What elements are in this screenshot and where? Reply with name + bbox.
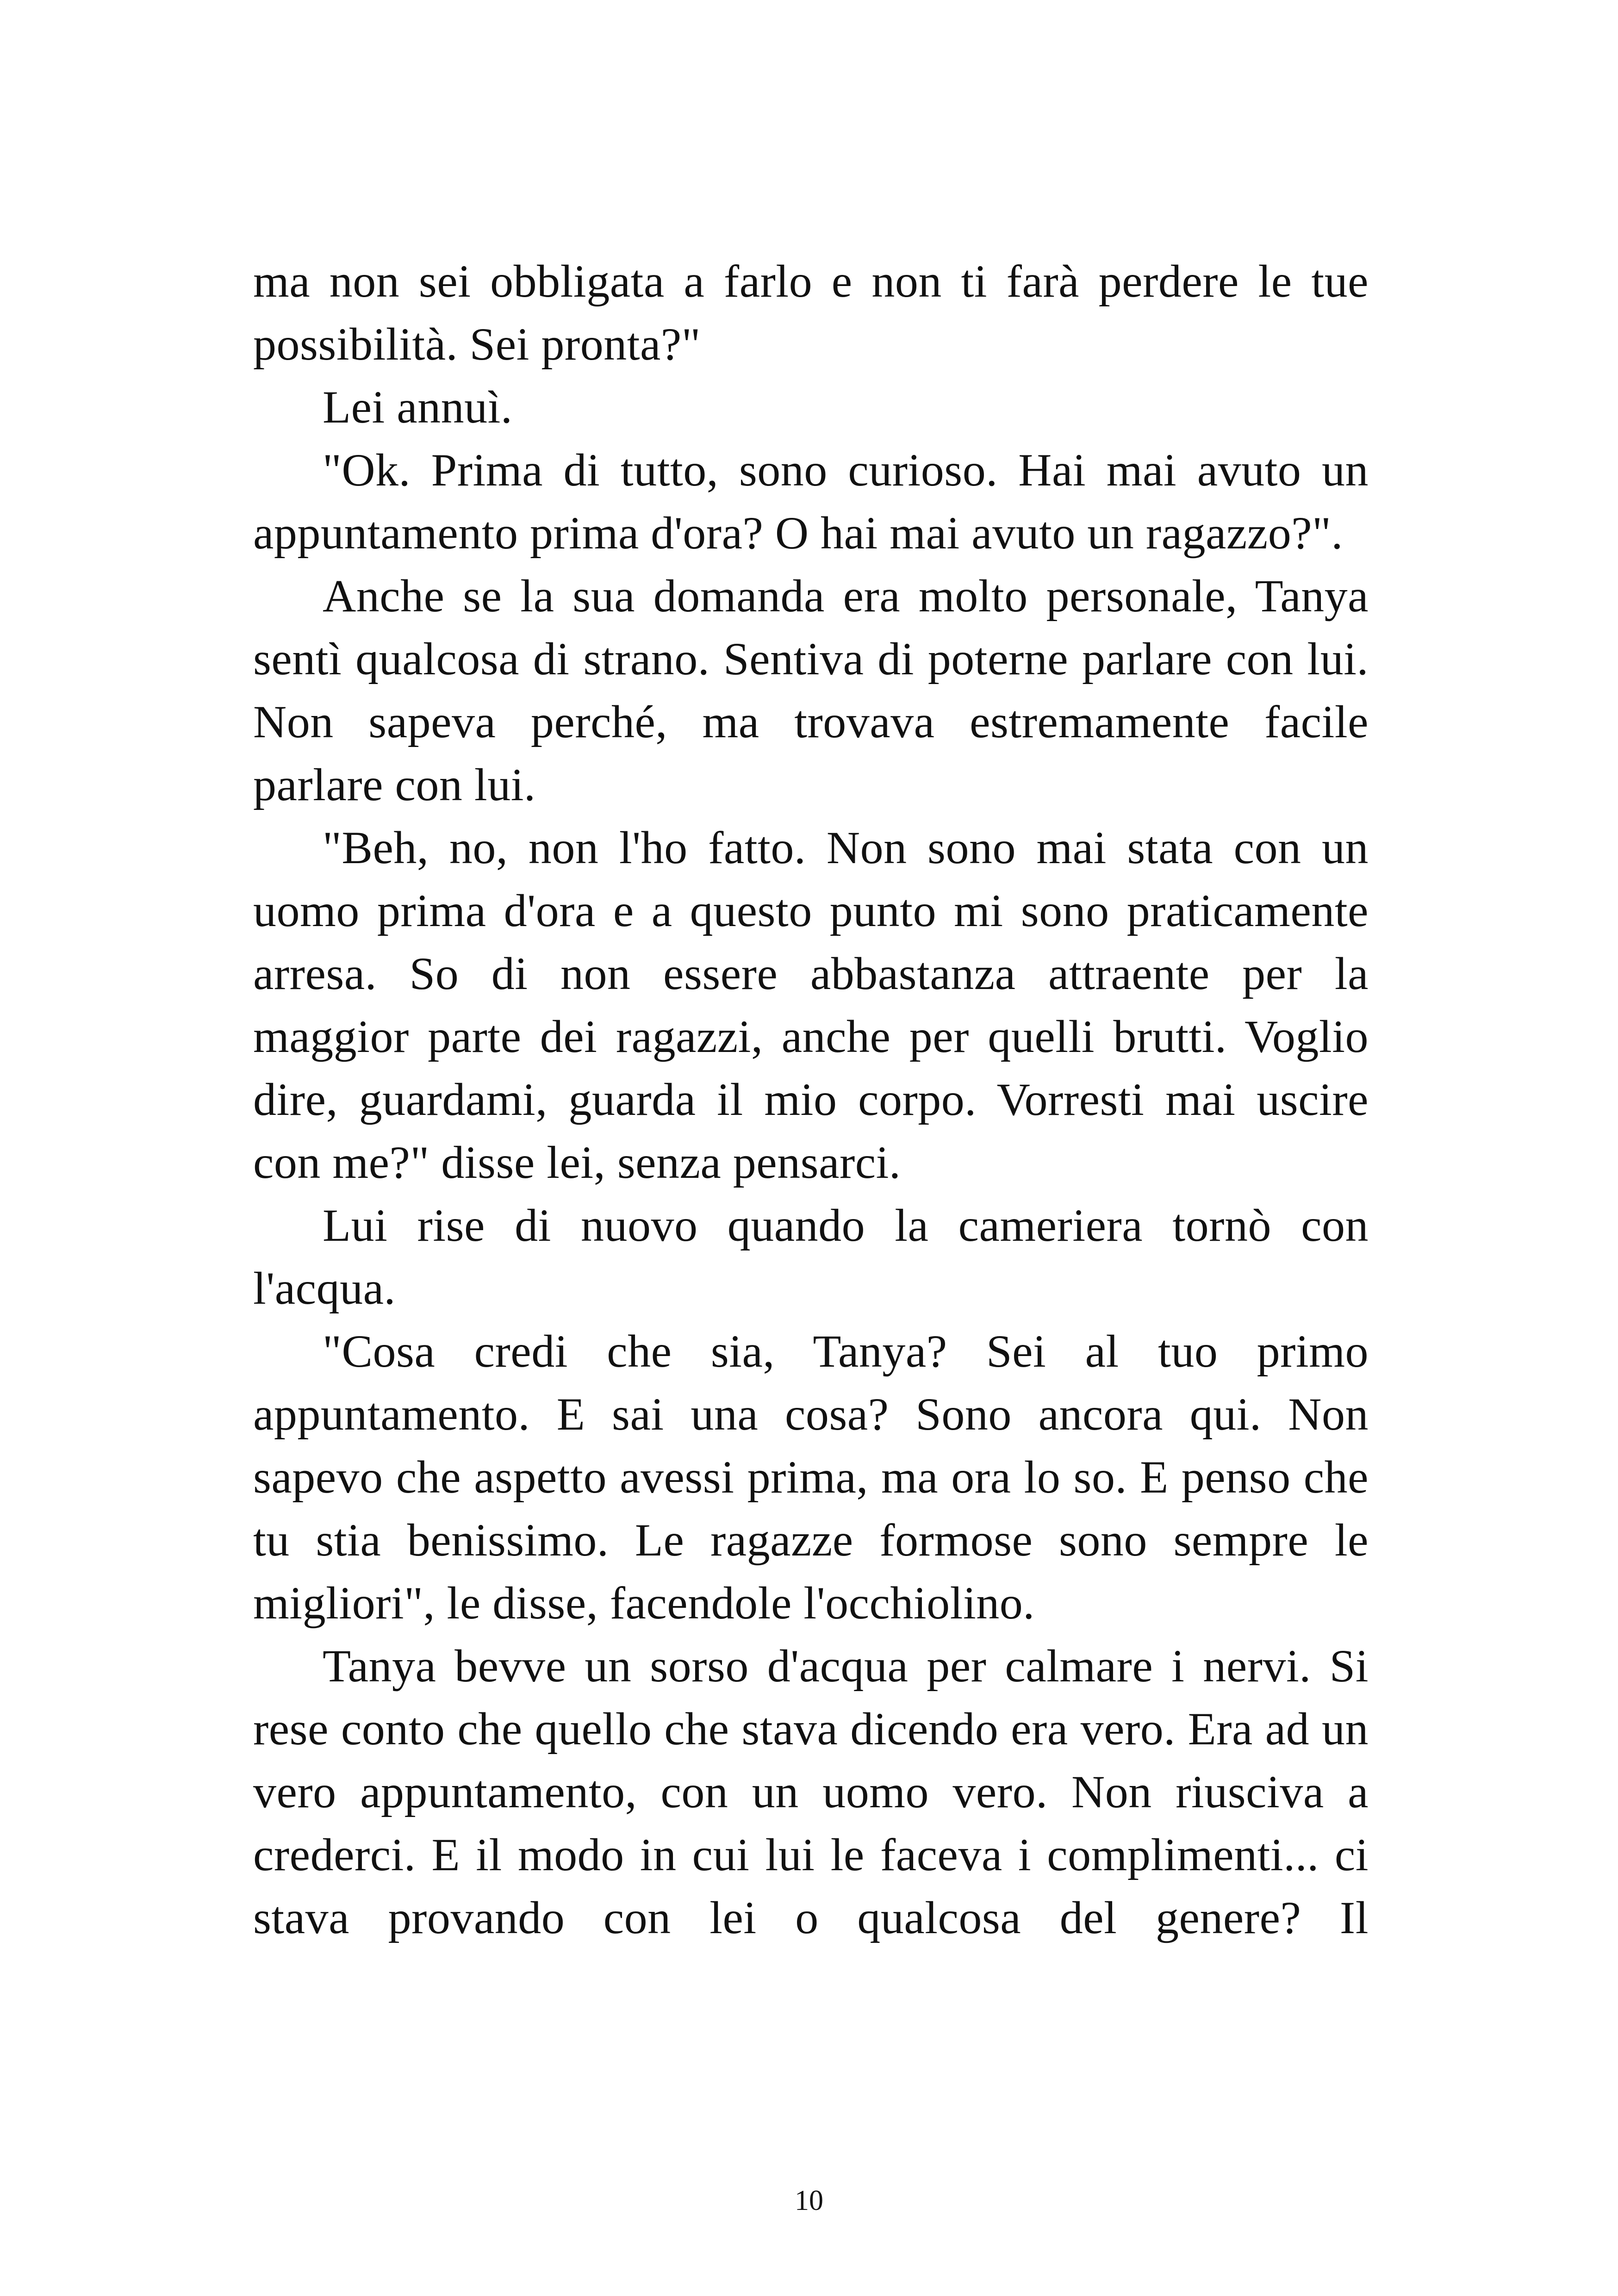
- paragraph: Anche se la sua domanda era molto personale, Tanya sentì qualcosa di strano. Sentiva di poterne parlare con lui. Non sapeva perché, ma trovava estremamente facile parlare con lui.: [253, 570, 1369, 810]
- paragraph: "Ok. Prima di tutto, sono curioso. Hai mai avuto un appuntamento prima d'ora? O hai mai avuto un ragazzo?".: [253, 444, 1369, 559]
- paragraph: Lei annuì.: [323, 381, 513, 433]
- paragraph: Tanya bevve un sorso d'acqua per calmare i nervi. Si rese conto che quello che stava dicendo era vero. Era ad un vero appuntamento, con un uomo vero. Non riusciva a crederci. E il modo in cui lui le faceva i complimenti... ci stava provando con lei o qualcosa del genere? Il: [253, 1640, 1369, 1943]
- paragraph: Lui rise di nuovo quando la cameriera tornò con l'acqua.: [253, 1200, 1369, 1314]
- paragraph-continuation: ma non sei obbligata a farlo e non ti farà perdere le tue possibilità. Sei pronta?": [253, 255, 1369, 370]
- paragraph: "Cosa credi che sia, Tanya? Sei al tuo primo appuntamento. E sai una cosa? Sono ancora qui. Non sapevo che aspetto avessi prima, ma ora lo so. E penso che tu stia benissimo. Le ragazze formose sono sempre le migliori", le disse, facendole l'occhiolino.: [253, 1325, 1369, 1629]
- page-number: 10: [795, 2185, 823, 2216]
- body-text: [253, 250, 1369, 1949]
- paragraph: "Beh, no, non l'ho fatto. Non sono mai stata con un uomo prima d'ora e a questo punto mi sono praticamente arresa. So di non essere abbastanza attraente per la maggior parte dei ragazzi, anche per quelli brutti. Voglio dire, guardami, guarda il mio corpo. Vorresti mai uscire con me?" disse lei, senza pensarci.: [253, 822, 1369, 1188]
